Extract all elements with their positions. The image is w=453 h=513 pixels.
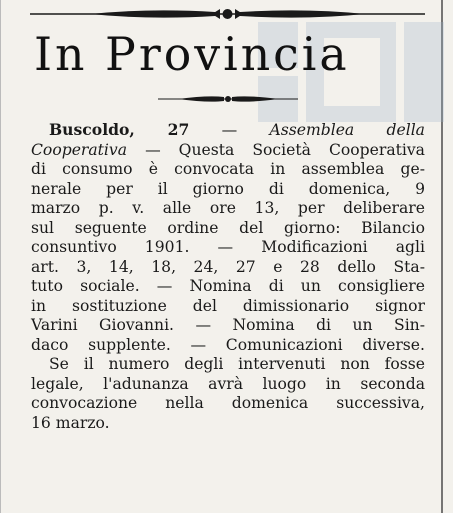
text-line: sul seguente ordine del giorno: Bilancio (31, 218, 425, 237)
text-line: consuntivo 1901. — Modificazioni agli (31, 238, 425, 256)
text-line (31, 141, 425, 161)
ornamental-rule-top (30, 6, 425, 22)
text-line: convocazione nella domenica successiva, (31, 394, 425, 412)
article-subtitle-part2: Cooperativa (31, 140, 128, 159)
text-line: in sostituzione del dimissionario signor (31, 296, 425, 315)
text-line: marzo p. v. alle ore 13, per deliberare (31, 199, 425, 217)
text-line: art. 3, 14, 18, 24, 27 e 28 dello Sta- (31, 257, 425, 276)
left-edge (0, 0, 1, 513)
ornamental-rule-sub (158, 92, 298, 106)
headline-line (31, 120, 425, 141)
text-line-content: — Questa Società Cooperativa (145, 140, 425, 159)
text-line: nerale per il giorno di domenica, 9 (31, 179, 425, 198)
article-body (31, 120, 425, 433)
dateline-dash: — (221, 121, 238, 139)
article-subtitle-part1: Assemblea della (269, 121, 425, 139)
dateline-place: Buscoldo, 27 (49, 120, 190, 139)
text-line: Varini Giovanni. — Nomina di un Sin- (31, 316, 425, 334)
section-title: In Provincia (34, 27, 350, 81)
text-line: tuto sociale. — Nomina di un consigliere (31, 277, 425, 295)
text-line: daco supplente. — Comunicazioni diverse. (31, 335, 425, 354)
text-line: di consumo è convocata in assemblea ge- (31, 160, 425, 178)
text-line: 16 marzo. (31, 413, 110, 432)
text-line: legale, l'adunanza avrà luogo in seconda (31, 374, 425, 393)
text-line: Se il numero degli intervenuti non fosse (49, 355, 425, 373)
